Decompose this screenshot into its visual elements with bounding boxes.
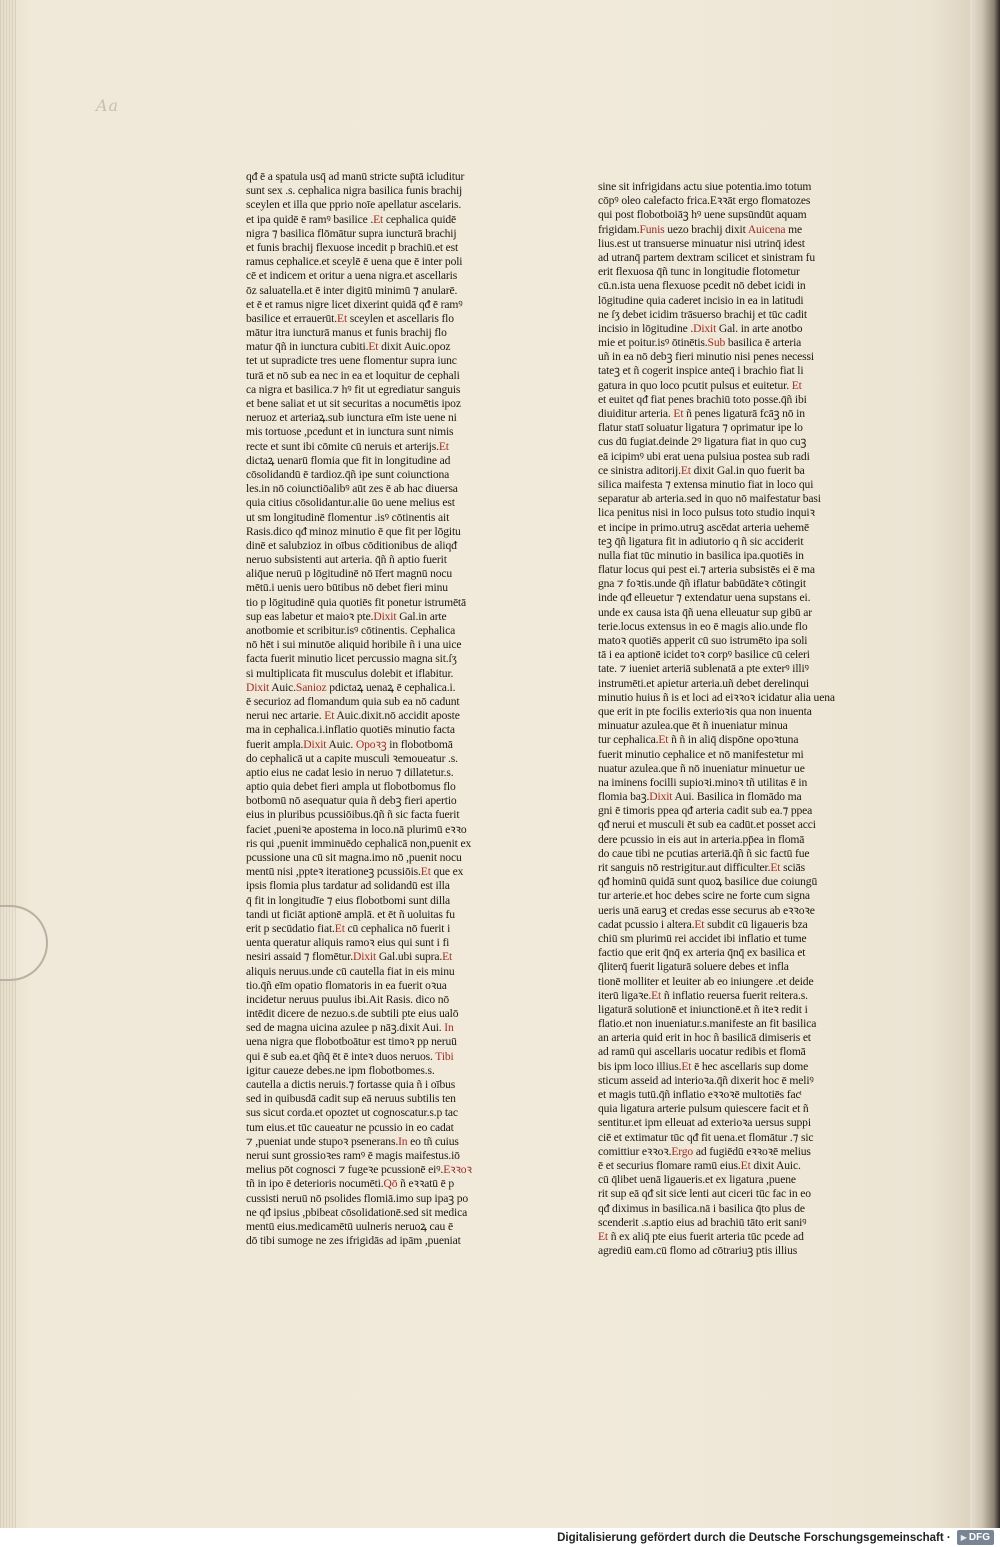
page-stack-edge [0, 0, 16, 1528]
text-line: comittiur eꝛꝛoꝛ.Ergo ad fugiēdū eꝛꝛoꝛē melius [598, 1144, 811, 1158]
text-line: frigidam.Funis uezo brachij dixit Auicena me [598, 222, 803, 236]
text-line: qᵭ diximus in basilica.nā i basilica q̄to plus de [598, 1201, 805, 1215]
text-line: dictaꝝ uenarū flomia que fit in longitudine ad [246, 453, 451, 467]
text-line: ueris unā earuꝫ et credas esse securus ab eꝛꝛoꝛe [598, 903, 815, 917]
text-line: tate. ⁊ iueniet arteriā sublenatā a pte exterꝰ illiꝰ [598, 662, 809, 676]
text-line: tio p lōgitudinē quia quotiēs fit ponetur istrumētā [246, 595, 467, 609]
text-line: rit sup eā qᵭ sit sicͭe lenti aut ciceri tūc fac in eo [598, 1187, 811, 1201]
text-line: fuerit ampla.Dixit Auic. Opoꝛꝫ in flobotbomā [246, 737, 453, 751]
text-line: sed in quibusdā cadit sup eā neruus subtilis ten [246, 1092, 456, 1106]
text-line: erit flexuosa q̄ñ tunc in longitudie flotometur [598, 265, 800, 279]
text-line: tur arterie.et hoc debes scire ne forte cum signa [598, 889, 810, 903]
text-line: matur q̄ñ in iunctura cubiti.Et dixit Auic.opoz [246, 340, 451, 354]
text-line: turā et nō sub ea nec in ea et loquitur de cephali [246, 368, 460, 382]
text-line: nigra ⁊ basilica flōmātur supra iuncturā brachij [246, 226, 457, 240]
text-line: tateꝫ et ñ cogerit inspice anteq̄ i brachio fiat li [598, 364, 804, 378]
text-line: et bene saliat et ut sit securitas a nocumētis ipoz [246, 397, 461, 410]
text-line: sus sicut corda.et opoztet ut cognoscatur.s.p tac [246, 1106, 458, 1120]
text-line: qui post flobotboiāꝫ hꝰ uene supsūndūt aquam [598, 208, 807, 222]
text-line: bis ipm loco illius.Et ē hec ascellaris sup dome [598, 1059, 809, 1073]
text-line: flomia baꝫ.Dixit Aui. Basilica in flomādo ma [598, 790, 802, 804]
text-line: uñ in ea nō debꝫ fieri minutio nisi penes necessi [598, 350, 814, 364]
text-line: qᵭ nerui et musculi ēt sub ea cadūt.et posset acci [598, 818, 816, 832]
dfg-arrow-icon: ▶ [960, 1533, 967, 1542]
text-line: ligaturā solutionē et iniunctionē.et ñ iteꝛ redit i [598, 1002, 808, 1016]
footer-credit: Digitalisierung gefördert durch die Deutsche Forschungsgemeinschaft · [557, 1531, 951, 1544]
text-line: nerui sunt grossioꝛes ramꝰ ē magis maifestus.iō [246, 1148, 460, 1162]
text-line: aliquis neruus.unde cū cautella fiat in eis minu [246, 964, 455, 978]
text-line: eius in pluribus pcussiōibus.q̄ñ ñ sic facta fuerit [246, 808, 460, 822]
text-line: flatur statī soluatur ligatura ⁊ oprimatur ipe lo [598, 421, 803, 435]
text-line: ē securioz ad flomandum quia sub ea nō cadunt [246, 694, 460, 708]
text-line: intēdit dicere de nezuo.s.de subtili pte eius ualō [246, 1007, 459, 1021]
text-line: lōgitudine quia caderet incisio in ea in latitudi [598, 293, 804, 307]
text-line: nesiri assaid ⁊ flomētur.Dixit Gal.ubi supra.Et [246, 950, 453, 964]
text-line: mis tortuose ,pcedunt et in iunctura sunt nimis [246, 425, 454, 439]
text-line: minutio huius ñ is et loci ad eiꝛꝛoꝛ icidatur alia uena [598, 690, 835, 704]
text-line: melius pōt cognosci ⁊ fugeꝛe pcussionē eiꝰ.Eꝛꝛoꝛ [246, 1163, 472, 1177]
text-line: ad utranq̄ partem dextram scilicet et sinistram fu [598, 250, 816, 264]
text-line: q̄ fit in longitudīe ⁊ eius flobotbomi sunt dilla [246, 893, 451, 907]
text-line: iterū ligaꝛe.Et ñ inflatio reuersa fuerit reitera.s. [598, 988, 808, 1002]
text-line: separatur ab arteria.sed in quo nō maifestatur basi [598, 492, 821, 506]
text-line: lius.est ut transuerse minuatur nisi utrinq̄ idest [598, 236, 805, 250]
text-line: anotbomie et scribitur.isꝰ cōtinentis. Cephalica [246, 624, 456, 637]
text-line: faciet ,pueniꝛe apostema in loco.nā plurimū eꝛꝛo [246, 822, 467, 836]
text-line: ne qᵭ ipsius ,pbibeat cōsolidationē.sed sit medica [246, 1205, 468, 1219]
text-line: quia ligatura arterie pulsum quiescere facit et ñ [598, 1102, 809, 1116]
text-line: dere pcussio in eis aut in arteria.pp̄ea in flomā [598, 832, 805, 846]
text-line: ma in cephalica.i.inflatio quotiēs minutio facta [246, 723, 455, 737]
text-line: incisio in lōgitudine .Dixit Gal. in arte anotbo [598, 321, 803, 335]
text-line: diuiditur arteria. Et ñ penes ligaturā fcāꝫ nō in [598, 407, 805, 420]
text-line: les.in nō coiunctiōalibꝰ aūt zes ē ab hac diuersa [246, 482, 458, 496]
text-line: silica maifesta ⁊ extensa minutio fiat in loco qui [598, 477, 814, 491]
text-line: sunt sex .s. cephalica nigra basilica funis brachij [246, 184, 463, 198]
text-line: ē et securius flomare ramū eius.Et dixit Auic. [598, 1158, 801, 1172]
text-line: mentū nisi ,ppteꝛ iterationeꝫ pcussiōis.Et que ex [246, 865, 464, 879]
text-line: botbomū nō asequatur quia ñ debꝫ fieri apertio [246, 794, 457, 808]
text-line: minuatur azulea.que ēt ñ inueniatur minua [598, 719, 788, 733]
dfg-logo[interactable] [957, 1530, 994, 1545]
text-line: aliq̄ue neruū p lōgitudinē nō īfert magnū nocu [246, 567, 453, 581]
text-line: sed de magna uicina azulee p nāꝫ.dixit Aui. In [246, 1021, 454, 1035]
text-line: basilice et errauerūt.Et sceylen et ascellaris flo [246, 311, 454, 325]
text-line: aptio eius ne cadat lesio in neruo ⁊ dillatetur.s. [246, 765, 454, 779]
text-line: ramus cephalice.et sceylē ē uena que ē inter poli [246, 255, 463, 269]
text-line: que erit in pte focilis exterioꝛis qua non inuenta [598, 704, 812, 718]
binding-shadow [970, 0, 1000, 1528]
pencil-mark: Aa [96, 96, 120, 115]
text-line: mētū.i uenis uero būtibus nō debet fieri minu [246, 581, 448, 595]
text-line: uena nigra que flobotboātur est timoꝛ pp neruū [246, 1035, 457, 1049]
text-line: mentū eius.medicamētū uulneris neruoꝝ cau ē [246, 1219, 453, 1233]
text-line: q̄literq̄ fuerit ligaturā soluere debes et infla [598, 960, 789, 974]
text-line: et ipa quidē ē ramꝰ basilice .Et cephalica quidē [246, 212, 457, 226]
text-line: factio que erit q̄nq̄ ex arteria q̄nq̄ ex basilica et [598, 946, 806, 960]
text-line: tio.q̄ñ eīm opatio flomatoris in ea fuerit oꝛua [246, 978, 447, 992]
text-line: cū q̄libet uenā ligaueris.et ex ligatura ,puene [598, 1173, 796, 1187]
text-line: unde ex causa ista q̄ñ uena elleuatur sup gibū ar [598, 605, 812, 619]
text-line: do cephalicā ut a capite musculi ꝛemoueatur .s. [246, 751, 458, 765]
text-line: tā i ea aptionē icidet toꝛ corpꝰ basilice cū celeri [598, 648, 810, 662]
text-line: tum eius.et tūc caueatur ne pcussio in eo cadat [246, 1120, 454, 1134]
text-line: sticum asseid ad interioꝛa.q̄ñ dixerit hoc ē meliꝰ [598, 1073, 814, 1087]
text-line: et ē et ramus nigre licet dixerint quidā qᵭ ē ramꝰ [246, 297, 463, 311]
text-line: terie.locus extensus in eo ē magis alio.unde flo [598, 619, 808, 633]
text-line: teꝫ q̄ñ ligatura fit in adiutorio q ñ sic acciderit [598, 534, 804, 548]
text-line: cus dū fugiat.deinde 2ꝰ ligatura fiat in quo cuꝫ [598, 435, 807, 449]
text-line: cussisti neruū nō psolides flomiā.imo sup ipaꝫ po [246, 1191, 469, 1205]
text-line: inde qᵭ elleuetur ⁊ extendatur uena supstans ei. [598, 591, 811, 605]
text-line: igitur caueze debes.ne ipm flobotbomes.s. [246, 1063, 435, 1077]
text-line: ris qui ,puenit imminuēdo cephalicā non,puenit ex [246, 836, 472, 850]
text-line: fuerit minutio cephalice et nō manifestetur mi [598, 747, 804, 761]
text-line: tandi ut ficiāt aptionē amplā. et ēt ñ uoluitas fu [246, 907, 455, 921]
text-line: sceylen et illa que pprio noīe apellatur ascelaris. [246, 198, 462, 212]
text-line: Rasis.dico qᵭ minoz minutio ē que fit per lōgitu [246, 524, 461, 538]
text-line: ad ramū qui ascellaris uocatur redibis et flomā [598, 1045, 806, 1059]
text-line: ciē et extimatur tūc qᵭ fit uena.et flomātur .⁊ sic [598, 1130, 814, 1144]
text-line: ne ſʒ debet icidim trāsuerso brachij et tūc cadit [598, 307, 807, 321]
text-line: nō hēt i sui minutōe aliquid horibile ñ i una uice [246, 638, 462, 652]
text-line: ōz saluatella.et ē inter digitū minimū ⁊ anularē. [246, 283, 458, 297]
text-line: quia citius cōsolidantur.alie ūo uene melius est [246, 496, 455, 510]
text-line: cōsolidandū ē tardioz.q̄ñ ipe sunt coiunctiona [246, 467, 450, 481]
text-line: ipsis flomia plus tardatur ad solidandū est illa [246, 879, 450, 893]
text-line: et funis brachij flexuose incedit p brachiū.et est [246, 240, 459, 254]
text-line: sup eas labetur et maioꝛ pte.Dixit Gal.in arte [246, 609, 447, 623]
text-line: et magis tutū.q̄ñ inflatio eꝛꝛoꝛē multotiēs facͭ [598, 1088, 801, 1101]
text-line: erit p secūdatio fiat.Et cū cephalica nō fuerit i [246, 921, 451, 935]
text-column-left [246, 170, 512, 1248]
text-line: tur cephalica.Et ñ ñ in aliq̄ dispōne opoꝛtuna [598, 733, 799, 747]
text-line: Dixit Auic.Sanioz pdictaꝝ uenaꝝ ē cephalica.i. [246, 680, 456, 694]
text-line: si multiplicata fit musculus dolebit et iflabitur. [246, 666, 454, 680]
text-line: cadat pcussio i altera.Et subdit cū ligaueris bza [598, 917, 808, 931]
text-line: instrumēti.et apietur arteria.uñ debet derelinqui [598, 676, 809, 690]
text-line: et euitet qᵭ fiat penes brachiū toto posse.q̄ñ ibi [598, 392, 807, 406]
text-line: do caue tibi ne pcutias arteriā.q̄ñ ñ sic factū fue [598, 846, 810, 860]
text-line: Et ñ ex aliq̄ pte eius fuerit arteria tūc pcede ad [598, 1229, 804, 1243]
text-line: gna ⁊ foꝛtis.unde q̄ñ iflatur babūdāteꝛ cōtingit [598, 577, 806, 591]
text-line: matoꝛ quotiēs apperit cū suo istrumēto ipa soli [598, 634, 808, 647]
text-line: tionē molliter et leuiter ab eo iniungere .et deide [598, 974, 814, 988]
text-line: ⁊ ,pueniat unde stupoꝛ psenerans.In eo tñ cuius [246, 1134, 459, 1148]
text-line: scenderit .s.aptio eius ad brachiū tāto erit saniꝰ [598, 1215, 807, 1229]
text-line: nulla fiat tūc minutio in basilica ipa.quotiēs in [598, 548, 804, 562]
text-line: rit sanguis nō restrigitur.aut difficulter.Et sciās [598, 861, 805, 874]
text-line: recte et sunt ibi cōmite cū neruis et arterijs.Et [246, 439, 449, 453]
text-line: na iminens focilli supioꝛi.minoꝛ tñ utilitas ē in [598, 775, 808, 789]
text-line: ca nigra et basilica.⁊ hꝰ fit ut egrediatur sanguis [246, 382, 461, 396]
text-line: gni ē timoris ppea qᵭ arteria cadit sub ea.⁊ ppea [598, 804, 813, 818]
text-line: mie et poitur.isꝰ ōtinētis.Sub basilica ē arteria [598, 336, 802, 350]
text-line: et incipe in primo.utruꝫ ascēdat arteria uehemē [598, 520, 810, 534]
text-line: an arteria quid erit in hoc ñ basilicā dimiseris et [598, 1031, 811, 1045]
text-line: chiū sm plurimū rei accidet ibi inflatio et tume [598, 931, 807, 945]
text-line: uenta queratur aliquis ramoꝛ eius qui sunt i fi [246, 936, 450, 950]
text-line: sine sit infrigidans actu siue potentia.imo totum [598, 180, 812, 193]
text-line: pcussione una cū sit magna.imo nō ,puenit nocu [246, 851, 462, 864]
text-line: cē et indicem et oritur a uena nigra.et ascellaris [246, 269, 458, 283]
text-line: ce sinistra aditorij.Et dixit Gal.in quo fuerit ba [598, 463, 805, 477]
text-line: nuatur azulea.que ñ nō inueniatur minuetur ue [598, 761, 805, 775]
text-line: qᵭ hominū quidā sunt quoꝝ basilice due coiungū [598, 875, 818, 889]
text-line: cū.n.ista uena flexuose pcedit nō debet icidi in [598, 279, 806, 293]
text-line: qᵭ ē a spatula usq̄ ad manū stricte sup̄tā icluditur [246, 170, 465, 183]
footer-bar [0, 1528, 1000, 1547]
dfg-logo-text: DFG [968, 1532, 990, 1543]
text-line: gatura in quo loco pcutit pulsus et euitetur. Et [598, 378, 802, 392]
text-line: flatur locus qui pest ei.⁊ arteria subsistēs ei ē ma [598, 563, 815, 577]
text-line: neruoz et arteriaꝝ.sub iunctura eīm iste uene ni [246, 411, 457, 425]
text-line: sentitur.et ipm elleuat ad exterioꝛa uersus suppi [598, 1116, 811, 1130]
text-column-right [598, 180, 868, 1258]
text-line: qui ē sub ea.et q̄ñq̄ ēt ē inteꝛ duos neruos. Tibi [246, 1049, 454, 1063]
text-line: tñ in ipo ē deterioris nocumēti.Qō ñ eꝛꝛatū ē p [246, 1177, 455, 1191]
text-line: flatio.et non inueniatur.s.manifeste an fit basilica [598, 1017, 817, 1031]
text-line: aptio quia debet fieri ampla ut flobotbomus flo [246, 780, 456, 794]
text-line: tet ut supradicte tres uene flomentur supra iunc [246, 354, 457, 368]
text-line: facta fuerit minutio licet percussio magna sit.ſʒ [246, 652, 457, 666]
text-line: agrediū eam.cū flomo ad cōtrariuꝫ ptis illius [598, 1244, 798, 1258]
text-line: eā icipimꝰ ubi erat uena pulsiua postea sub radi [598, 449, 810, 463]
scan-clip-mark [0, 905, 48, 981]
text-line: cōpꝰ oleo calefacto frica.Eꝛꝛāt ergo flomatozes [598, 194, 811, 208]
text-line: dinē et salubzioz in oībus cōditionibus de aliqᵭ [246, 538, 457, 552]
text-line: ut sm longitudinē flomentur .isꝰ cōtinentis ait [246, 510, 450, 524]
text-line: mātur itra iuncturā manus et funis brachij flo [246, 326, 447, 340]
text-line: nerui nec artarie. Et Auic.dixit.nō accidit aposte [246, 709, 460, 723]
text-line: lica penitus nisi in loco pulsus toto studio inquiꝛ [598, 506, 815, 520]
text-line: incidetur neruus puulus ibi.Ait Rasis. dico nō [246, 992, 450, 1006]
text-line: neruo subsistenti aut arteria. q̄ñ ñ aptio fuerit [246, 553, 447, 567]
text-line: cautella a dictis neruis.⁊ fortasse quia ñ i oībus [246, 1078, 456, 1091]
text-line: dō tibi sumoge ne zes ifrigidās ad ipām ,pueniat [246, 1234, 461, 1248]
